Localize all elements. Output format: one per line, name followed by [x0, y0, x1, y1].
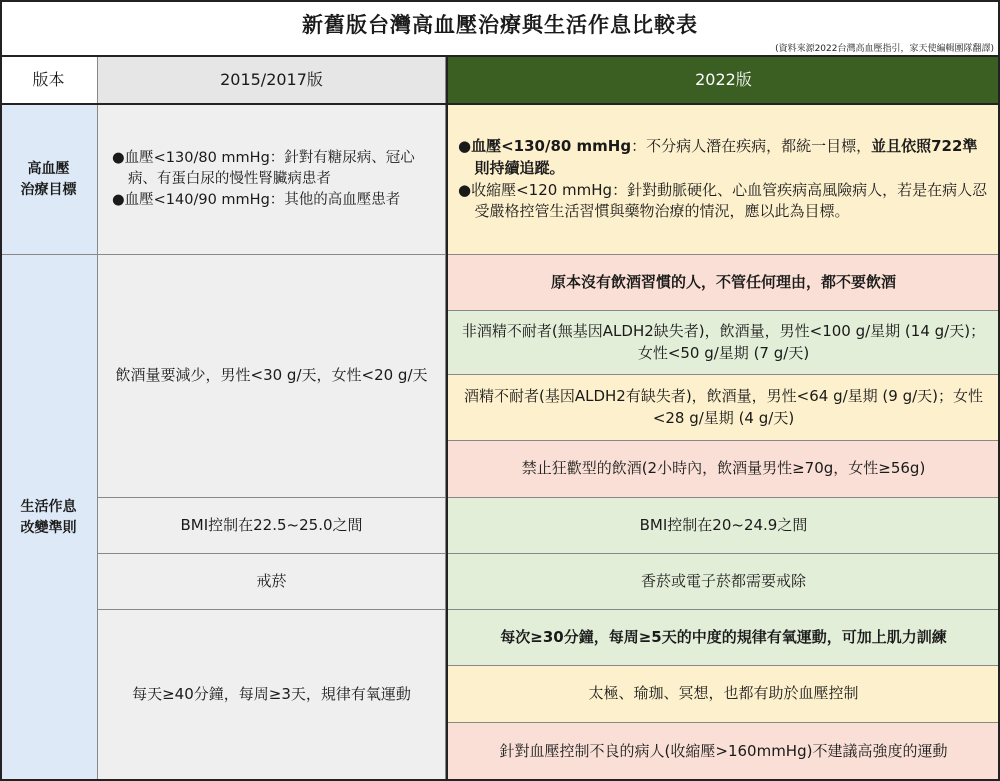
alcohol-old: 飲酒量要減少，男性<30 g/天，女性<20 g/天 [98, 255, 446, 498]
exercise-new-high-intensity: 針對血壓控制不良的病人(收縮壓>160mmHg)不建議高強度的運動 [448, 723, 1000, 781]
page-title: 新舊版台灣高血壓治療與生活作息比較表 [302, 13, 698, 37]
row-label-line: 改變準則 [20, 519, 77, 536]
header-version-label: 版本 [0, 57, 98, 104]
smoking-new: 香菸或電子菸都需要戒除 [448, 554, 1000, 610]
alcohol-new-no-drinking: 原本沒有飲酒習慣的人，不管任何理由，都不要飲酒 [448, 255, 1000, 311]
alcohol-new-binge: 禁止狂歡型的飲酒(2小時內，飲酒量男性≥70g，女性≥56g) [448, 441, 1000, 498]
bp-old-bullet: ●血壓<130/80 mmHg：針對有糖尿病、冠心病、有蛋白尿的慢性腎臟病患者 [112, 149, 415, 187]
header-new-version: 2022版 [448, 57, 1000, 104]
bmi-new: BMI控制在20~24.9之間 [448, 498, 1000, 554]
alcohol-new-tolerant: 非酒精不耐者(無基因ALDH2缺失者)，飲酒量，男性<100 g/星期 (14 g/天)；女性<50 g/星期 (7 g/天) [448, 311, 1000, 375]
exercise-new-aerobic: 每次≥30分鐘，每周≥5天的中度的規律有氧運動，可加上肌力訓練 [448, 610, 1000, 666]
header-old-version: 2015/2017版 [98, 57, 446, 104]
exercise-old: 每天≥40分鐘，每周≥3天，規律有氧運動 [98, 610, 446, 781]
bp-new-normal: ：不分病人潛在疾病，都統一目標， [631, 137, 872, 155]
bp-old-bullet: ●血壓<140/90 mmHg：其他的高血壓患者 [112, 192, 401, 208]
bp-new-bold-b: 並且依照722準則持續追蹤。 [474, 137, 978, 177]
alcohol-new-intolerant: 酒精不耐者(基因ALDH2有缺失者)，飲酒量，男性<64 g/星期 (9 g/天)；女性<28 g/星期 (4 g/天) [448, 375, 1000, 441]
row-label-line: 高血壓 [27, 160, 70, 177]
bmi-old: BMI控制在22.5~25.0之間 [98, 498, 446, 554]
exercise-new-taichi: 太極、瑜珈、冥想，也都有助於血壓控制 [448, 666, 1000, 723]
bp-new-bold-a: ●血壓<130/80 mmHg [458, 137, 632, 155]
row-label-line: 生活作息 [20, 498, 77, 515]
smoking-old: 戒菸 [98, 554, 446, 610]
row-label-line: 治療目標 [20, 181, 77, 198]
source-note: (資料來源2022台灣高血壓指引，家天使編輯團隊翻譯) [775, 44, 994, 54]
bp-new-bullet: ●收縮壓<120 mmHg：針對動脈硬化、心血管疾病高風險病人，若是在病人忍受嚴格控管生活習慣與藥物治療的情況，應以此為目標。 [458, 180, 988, 221]
